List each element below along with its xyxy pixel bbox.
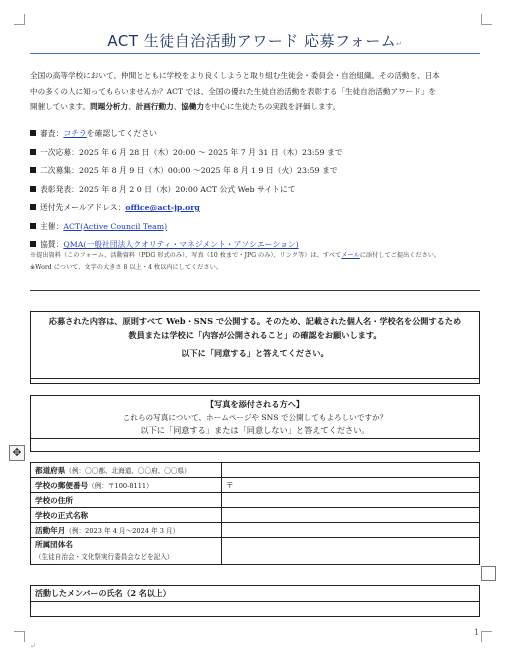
cooperation-link[interactable]: QMA(一般社団法人クオリティ・マネジメント・アソシエーション) bbox=[63, 240, 299, 249]
publication-line-3: 以下に「同意する」と答えてください。 bbox=[181, 348, 329, 358]
host-link[interactable]: ACT(Active Council Team) bbox=[63, 221, 168, 231]
bullet-square-icon bbox=[30, 149, 36, 155]
bullet-host: 主催：ACT(Active Council Team) bbox=[30, 218, 482, 237]
submission-notes[interactable]: ※提出資料（このフォーム、活動資料（PDG 形式のみ）、写真（10 枚まで・JPG のみ）、リンク等）は、すべてメールに添付してご提出ください。 ※Word について、文字の大きさ 8 以上・4 枚以内にしてください。 bbox=[30, 252, 441, 271]
keyword-collaboration: 協働力 bbox=[181, 102, 205, 111]
email-link[interactable]: office@act-jp.org bbox=[125, 203, 200, 212]
table-row bbox=[31, 508, 480, 523]
crop-mark-bottom-left bbox=[14, 631, 25, 642]
photo-answer-field[interactable] bbox=[30, 437, 480, 452]
photo-consent-box[interactable] bbox=[30, 395, 480, 439]
table-resize-handle[interactable] bbox=[481, 566, 496, 581]
bullet-review: 審査：コチラを確認してください bbox=[30, 125, 482, 144]
page-number: 1 bbox=[474, 628, 480, 637]
bullet-cooperation: 協賛：QMA(一般社団法人クオリティ・マネジメント・アソシエーション) bbox=[30, 236, 482, 255]
bullet-square-icon bbox=[30, 130, 36, 136]
postal-code-field[interactable]: 〒 bbox=[222, 478, 480, 493]
bullet-square-icon bbox=[30, 223, 36, 229]
keyword-planning: 計画行動力 bbox=[135, 102, 174, 111]
organization-field[interactable] bbox=[222, 538, 480, 565]
photo-line-2: 以下に「同意する」または「同意しない」と答えてください。 bbox=[140, 425, 370, 435]
photo-heading: 【写真を添付される方へ】 bbox=[205, 399, 305, 409]
school-name-field[interactable] bbox=[222, 508, 480, 523]
members-field[interactable] bbox=[30, 601, 480, 617]
bullet-email: 送付先メールアドレス：office@act-jp.org bbox=[30, 199, 482, 218]
title-underline bbox=[30, 53, 480, 54]
table-row bbox=[31, 463, 480, 478]
paragraph-mark: ↵ bbox=[30, 642, 36, 650]
crop-mark-top-right bbox=[481, 14, 492, 25]
section-divider bbox=[30, 290, 480, 291]
crop-mark-top-left bbox=[14, 14, 25, 25]
keyword-analysis: 問題分析力 bbox=[90, 102, 129, 111]
table-row bbox=[31, 523, 480, 538]
bullet-second-round: 二次募集：2025 年 8 月 9 日（木）00:00 ～2025 年 8 月 1 9 日（火）23:59 まで bbox=[30, 162, 482, 181]
bullet-announcement: 表彰発表：2025 年 8 月 2 0 日（水）20:00 ACT 公式 Web サイトにて bbox=[30, 181, 482, 200]
school-info-table bbox=[30, 462, 480, 565]
intro-paragraph[interactable]: 全国の高等学校において、仲間とともに学校をより良くしようと取り組む生徒会・委員会・自治組織。その活動を、日本 中の多くの人に知ってもらいませんか？ACT では、全国の優れた生徒自治活動を表彰する「生徒自治活動アワード」を 開催しています。問題分析力、計画行動力、協働力を中心に生徒たちの実践を評価します。 bbox=[30, 71, 440, 111]
activity-period-label: 活動年月（例：2023 年 4 月～2024 年 3 月） bbox=[31, 523, 222, 538]
publication-line-2: 教員または学校に「内容が公開されること」の確認をお願いします。 bbox=[128, 330, 382, 340]
mail-link[interactable]: メール bbox=[341, 252, 360, 259]
publication-line-1: 応募された内容は、原則すべて Web・SNS で公開する。そのため、記載された個人名・学校名を公開するため bbox=[48, 316, 462, 326]
postal-code-label: 学校の郵便番号（例：〒100-8111） bbox=[31, 478, 222, 493]
activity-period-field[interactable] bbox=[222, 523, 480, 538]
bullet-first-round: 一次応募：2025 年 6 月 28 日（木）20:00 ～ 2025 年 7 月 31 日（木）23:59 まで bbox=[30, 144, 482, 163]
prefecture-field[interactable] bbox=[222, 463, 480, 478]
table-row bbox=[31, 493, 480, 508]
table-row bbox=[31, 478, 480, 493]
crop-mark-bottom-right bbox=[481, 631, 492, 642]
address-field[interactable] bbox=[222, 493, 480, 508]
table-row bbox=[31, 538, 480, 565]
bullet-square-icon bbox=[30, 167, 36, 173]
members-label: 活動したメンバーの氏名（2 名以上） bbox=[30, 585, 480, 602]
bullet-square-icon bbox=[30, 186, 36, 192]
info-bullet-list bbox=[30, 125, 482, 255]
organization-label: 所属団体名 （生徒自治会・文化祭実行委員会などを記入） bbox=[31, 538, 222, 565]
review-link[interactable]: コチラ bbox=[63, 129, 87, 138]
table-move-handle-icon[interactable]: ✥ bbox=[9, 445, 25, 461]
document-title[interactable]: ACT 生徒自治活動アワード 応募フォーム↵ bbox=[107, 32, 403, 50]
publication-answer-field[interactable] bbox=[30, 369, 480, 384]
photo-line-1: これらの写真について、ホームページや SNS で公開してもよろしいですか？ bbox=[122, 413, 388, 422]
school-name-label: 学校の正式名称 bbox=[31, 508, 222, 523]
address-label: 学校の住所 bbox=[31, 493, 222, 508]
prefecture-label: 都道府県（例：〇〇都、北海道、〇〇府、〇〇県） bbox=[31, 463, 222, 478]
bullet-square-icon bbox=[30, 241, 36, 247]
bullet-square-icon bbox=[30, 204, 36, 210]
